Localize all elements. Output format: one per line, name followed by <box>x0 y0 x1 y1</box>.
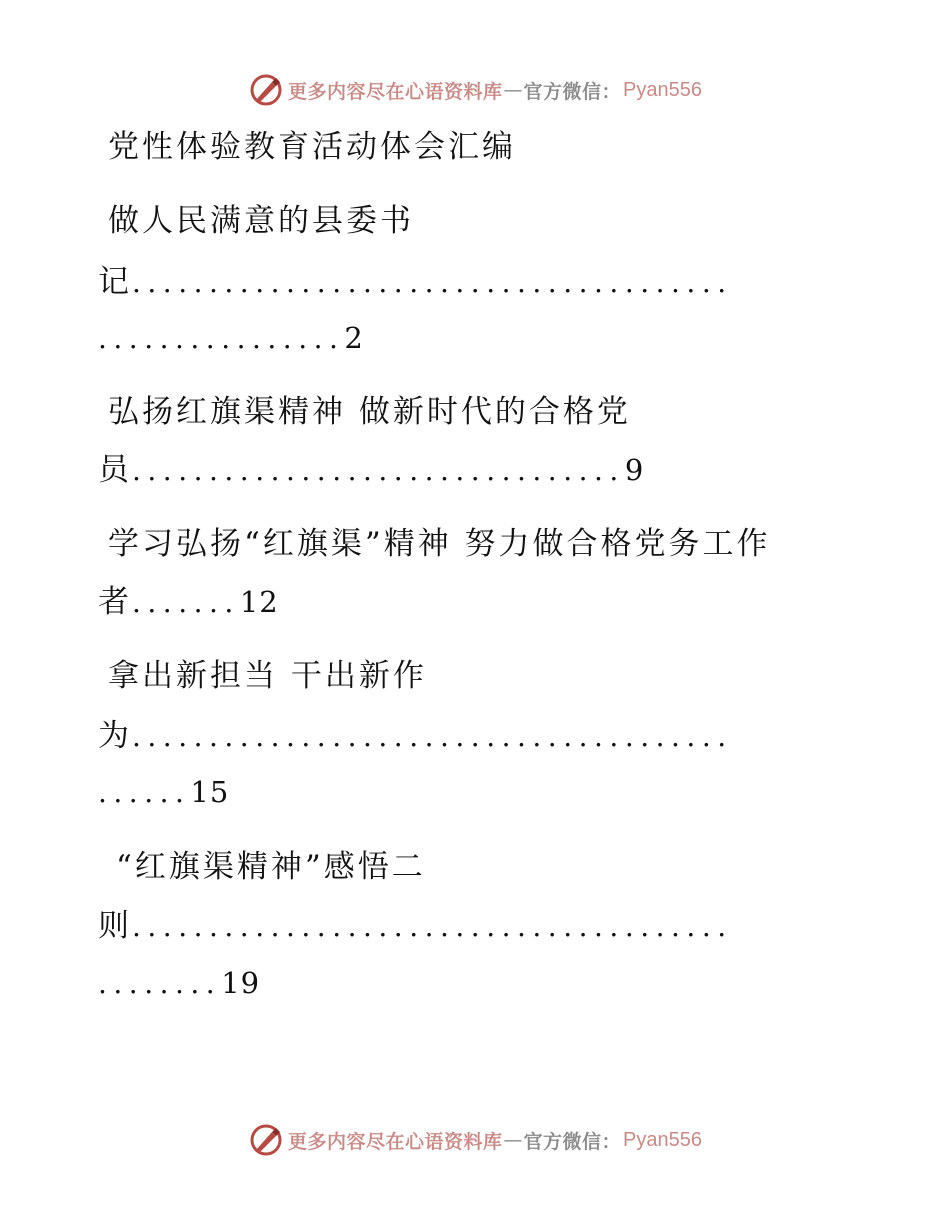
watermark-text: 更多内容尽在心语资料库 <box>288 80 503 103</box>
toc-dots: ................................ <box>132 454 625 487</box>
toc-entry-2-leader <box>98 450 858 491</box>
toc-dots: ...... <box>98 776 191 809</box>
toc-entry-1-page: 2 <box>344 321 364 355</box>
toc-entry-3-title: 学习弘扬“红旗渠”精神 努力做合格党务工作 <box>108 526 771 562</box>
toc-entry-3-page: 12 <box>239 585 279 619</box>
toc-entry-1-title-end: 记 <box>98 264 132 300</box>
toc-entry-5-page: 19 <box>221 966 261 1000</box>
watermark-text: 更多内容尽在心语资料库 <box>288 1130 503 1153</box>
document-heading: 党性体验教育活动体会汇编 <box>108 129 516 165</box>
pen-logo-icon <box>248 72 284 108</box>
toc-entry-2-title-end: 员 <box>98 452 132 488</box>
toc-entry-2-title: 弘扬红旗渠精神 做新时代的合格党 <box>108 394 631 430</box>
toc-entry-1-page-line <box>98 318 858 359</box>
toc-entry-4-page-line <box>98 772 858 813</box>
toc-entry-4-leader <box>98 716 858 757</box>
toc-entry-5-page-line <box>98 963 858 1004</box>
watermark-wechat-id: Pyan556 <box>623 78 702 101</box>
toc-entry-5-title-end: 则 <box>98 908 132 944</box>
toc-entry-4-title: 拿出新担当 干出新作 <box>108 658 427 694</box>
toc-entry-4-page: 15 <box>190 775 230 809</box>
toc-dots: ....................................... <box>132 720 733 753</box>
toc-entry-5-leader <box>98 906 858 947</box>
toc-dots: ....................................... <box>132 266 733 299</box>
toc-entry-3-leader <box>98 582 858 623</box>
toc-dots: ................ <box>98 322 345 355</box>
watermark-wechat-label: 官方微信： <box>523 80 622 103</box>
watermark-wechat-label: 官方微信： <box>523 1130 622 1153</box>
watermark-separator: — <box>503 1129 523 1151</box>
watermark-wechat-id: Pyan556 <box>623 1128 702 1151</box>
toc-entry-5-title: “红旗渠精神”感悟二 <box>116 849 426 885</box>
toc-entry-2-page: 9 <box>624 453 645 487</box>
watermark-banner-top <box>0 70 950 110</box>
toc-entry-1-title: 做人民满意的县委书 <box>108 203 414 239</box>
toc-entry-4-title-end: 为 <box>98 718 132 754</box>
watermark-banner-bottom <box>0 1120 950 1160</box>
pen-logo-icon <box>248 1122 284 1158</box>
toc-entry-1-leader <box>98 262 858 303</box>
toc-dots: ....... <box>132 586 240 619</box>
toc-dots: ....................................... <box>132 910 733 943</box>
toc-entry-3-title-end: 者 <box>98 584 132 620</box>
watermark-separator: — <box>503 79 523 101</box>
toc-dots: ........ <box>98 967 222 1000</box>
